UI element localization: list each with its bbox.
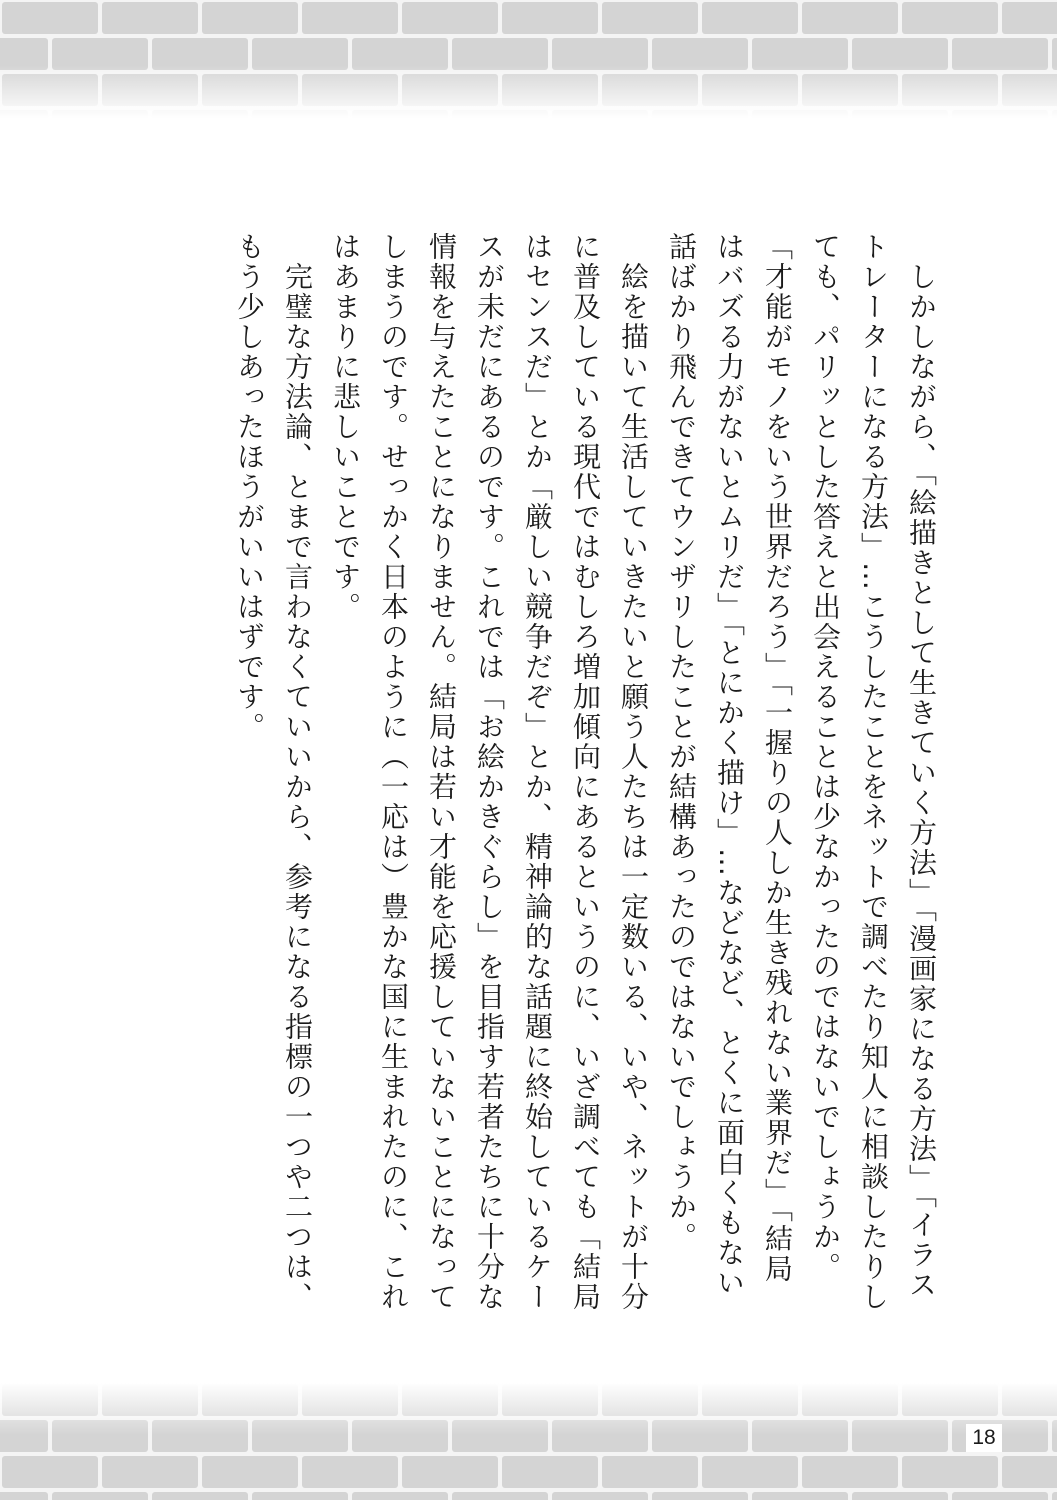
paragraph-3: 完璧な方法論、とまで言わなくていいから、参考になる指標の一つや二つは、もう少しあったほうがいいはずです。 [233, 232, 314, 1312]
bottom-brick-border [0, 1382, 1057, 1500]
body-text [225, 232, 945, 1312]
paragraph-1: しかしながら、「絵描きとして生きていく方法」「漫画家になる方法」「イラストレーターになる方法」…こうしたことをネットで調べたり知人に相談したりしても、パリッとした答えと出会えることは少なかったのではないでしょうか。「才能がモノをいう世界だろう」「一握りの人しか生き残れない業界だ」「結局はバズる力がないとムリだ」「とにかく描け」…などなど、とくに面白くもない話ばかり飛んできてウンザリしたことが結構あったのではないでしょうか。 [665, 232, 938, 1312]
brick-pattern [0, 1382, 1057, 1500]
page-number: 18 [966, 1424, 1002, 1452]
top-brick-border [0, 0, 1057, 118]
paragraph-2: 絵を描いて生活していきたいと願う人たちは一定数いる、いや、ネットが十分に普及している現代ではむしろ増加傾向にあるというのに、いざ調べても「結局はセンスだ」とか「厳しい競争だぞ」とか、精神論的な話題に終始しているケースが未だにあるのです。これでは「お絵かきぐらし」を目指す若者たちに十分な情報を与えたことになりません。結局は若い才能を応援していないことになってしまうのです。せっかく日本のように（一応は）豊かな国に生まれたのに、これはあまりに悲しいことです。 [329, 232, 650, 1312]
brick-pattern [0, 0, 1057, 118]
